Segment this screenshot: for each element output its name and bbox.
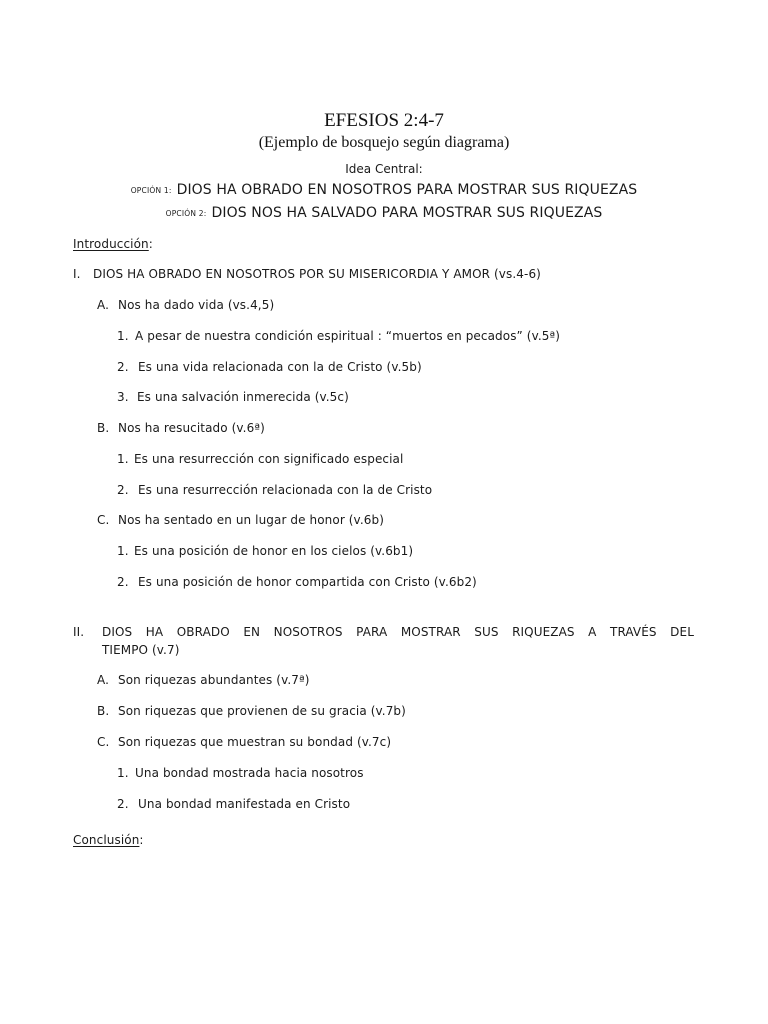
option-1-label: OPCIÓN 1: <box>130 186 172 195</box>
point-ii-a-text: Son riquezas abundantes (v.7ª) <box>118 673 310 687</box>
point-i-c-marker: C. <box>97 513 110 527</box>
subpoint-text: A pesar de nuestra condición espiritual : “muertos en pecados” (v.5ª) <box>135 329 561 343</box>
point-ii-b-marker: B. <box>97 704 110 718</box>
subpoint-text: Es una posición de honor compartida con Cristo (v.6b2) <box>138 575 477 589</box>
subpoint-marker: 2. <box>117 360 129 374</box>
option-2 <box>0 204 768 223</box>
subpoint-text: Una bondad mostrada hacia nosotros <box>135 766 364 780</box>
section-ii-heading-line-2: TIEMPO (v.7) <box>102 643 180 657</box>
subpoint-marker: 1. <box>117 766 129 780</box>
subpoint-text: Es una vida relacionada con la de Cristo (v.5b) <box>138 360 422 374</box>
section-i-heading: DIOS HA OBRADO EN NOSOTROS POR SU MISERICORDIA Y AMOR (vs.4-6) <box>93 267 541 281</box>
point-i-a-marker: A. <box>97 298 110 312</box>
point-ii-c-text: Son riquezas que muestran su bondad (v.7c) <box>118 735 392 749</box>
option-2-text: DIOS NOS HA SALVADO PARA MOSTRAR SUS RIQUEZAS <box>211 205 603 221</box>
introduction-label: Introducción <box>73 237 149 251</box>
point-ii-b-text: Son riquezas que provienen de su gracia (v.7b) <box>118 704 406 718</box>
conclusion-heading <box>73 832 144 848</box>
point-ii-c-marker: C. <box>97 735 110 749</box>
option-2-label: OPCIÓN 2: <box>165 209 207 218</box>
document-subtitle: (Ejemplo de bosquejo según diagrama) <box>258 134 510 151</box>
section-i-marker: I. <box>73 267 81 281</box>
subpoint-marker: 3. <box>117 390 129 404</box>
document-title: EFESIOS 2:4-7 <box>324 110 444 131</box>
point-i-b-text: Nos ha resucitado (v.6ª) <box>118 421 265 435</box>
point-ii-a-marker: A. <box>97 673 110 687</box>
point-i-a-text: Nos ha dado vida (vs.4,5) <box>118 298 275 312</box>
subpoint-marker: 1. <box>117 329 129 343</box>
point-i-c-text: Nos ha sentado en un lugar de honor (v.6b) <box>118 513 384 527</box>
idea-central-label: Idea Central: <box>345 162 423 176</box>
point-i-b-marker: B. <box>97 421 110 435</box>
option-1 <box>0 181 768 200</box>
subpoint-marker: 2. <box>117 483 129 497</box>
subpoint-marker: 1. <box>117 452 129 466</box>
subpoint-text: Es una salvación inmerecida (v.5c) <box>137 390 349 404</box>
subpoint-text: Es una resurrección relacionada con la de Cristo <box>138 483 433 497</box>
subpoint-text: Una bondad manifestada en Cristo <box>138 797 351 811</box>
conclusion-label: Conclusión <box>73 833 140 847</box>
subpoint-text: Es una posición de honor en los cielos (v.6b1) <box>134 544 414 558</box>
subpoint-marker: 2. <box>117 797 129 811</box>
section-ii-heading-line-1: DIOS HA OBRADO EN NOSOTROS PARA MOSTRAR SUS RIQUEZAS A TRAVÉS DEL <box>102 625 694 639</box>
introduction-heading <box>73 236 153 252</box>
subpoint-marker: 1. <box>117 544 129 558</box>
section-ii-marker: II. <box>73 625 85 639</box>
subpoint-marker: 2. <box>117 575 129 589</box>
subpoint-text: Es una resurrección con significado especial <box>134 452 404 466</box>
conclusion-colon: : <box>139 833 144 847</box>
option-1-text: DIOS HA OBRADO EN NOSOTROS PARA MOSTRAR SUS RIQUEZAS <box>176 182 638 198</box>
introduction-colon: : <box>148 237 153 251</box>
